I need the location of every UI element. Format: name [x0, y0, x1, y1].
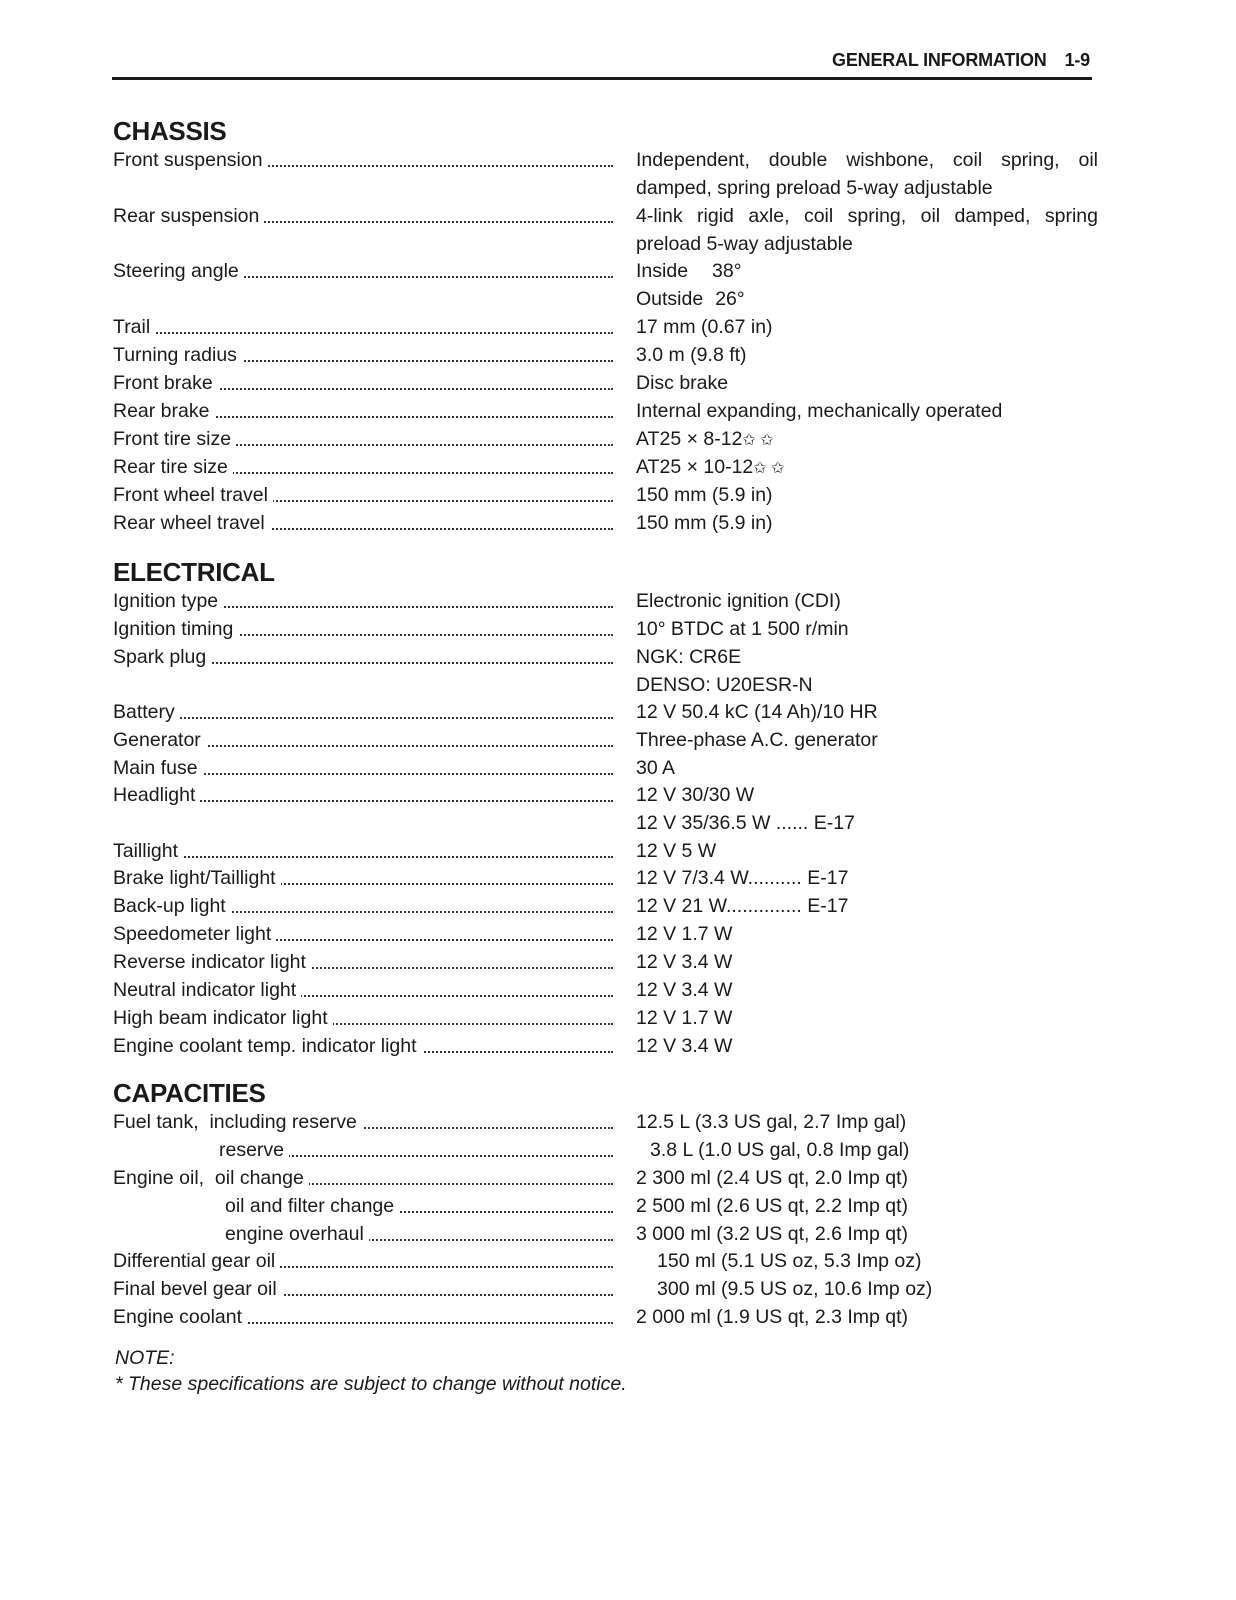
tire-size-value: AT25 × 8-12	[636, 428, 743, 450]
spec-value: 150 mm (5.9 in)	[636, 512, 773, 534]
spec-value: Electronic ignition (CDI)	[636, 590, 841, 612]
spec-label: Generator	[113, 729, 206, 751]
spec-label: Spark plug	[113, 646, 211, 668]
star-icon: ✩ ✩	[742, 432, 774, 449]
spec-value: 12 V 50.4 kC (14 Ah)/10 HR	[636, 701, 878, 723]
spec-value: Internal expanding, mechanically operated	[636, 400, 1003, 422]
spec-row-high-beam-indicator	[113, 1004, 1103, 1032]
spec-label: Engine coolant temp. indicator light	[113, 1035, 422, 1057]
spark-plug-ngk: NGK: CR6E	[636, 646, 742, 668]
spec-label: Headlight	[113, 784, 200, 806]
spec-value: 3 000 ml (3.2 US qt, 2.6 Imp qt)	[636, 1223, 909, 1245]
spec-row-main-fuse	[113, 754, 1103, 782]
spec-value: 12 V 3.4 W	[636, 1035, 733, 1057]
spark-plug-denso: DENSO: U20ESR-N	[636, 674, 813, 696]
spec-value: 12.5 L (3.3 US gal, 2.7 Imp gal)	[636, 1111, 907, 1133]
spec-label: Steering angle	[113, 260, 244, 282]
spec-label: Fuel tank, including reserve	[113, 1111, 362, 1133]
spec-value: 300 ml (9.5 US oz, 10.6 Imp oz)	[657, 1278, 933, 1300]
spec-row-reverse-indicator	[113, 948, 1103, 976]
spec-row-differential-gear-oil	[113, 1247, 1103, 1275]
note-text: * These specifications are subject to change without notice.	[115, 1373, 627, 1395]
spec-label: Rear suspension	[113, 205, 264, 227]
section-title-chassis: CHASSIS	[113, 116, 227, 146]
spec-row-coolant-temp-indicator	[113, 1032, 1103, 1060]
steering-outside-value: 26°	[715, 288, 745, 310]
spec-value: Independent, double wishbone, coil spring, oil damped, spring preload 5-way adjustable	[636, 149, 1098, 199]
header-text	[832, 50, 1090, 71]
spec-label: Trail	[113, 316, 155, 338]
spec-value	[636, 425, 1106, 455]
spec-row-brake-light	[113, 864, 1103, 892]
spec-label: Neutral indicator light	[113, 979, 301, 1001]
spec-value	[636, 453, 1106, 483]
spec-label: Ignition timing	[113, 618, 238, 640]
spec-row-turning-radius	[113, 341, 1103, 369]
header-title: GENERAL INFORMATION	[832, 50, 1047, 70]
spec-value: 12 V 7/3.4 W.......... E-17	[636, 867, 849, 889]
steering-outside-label: Outside	[636, 288, 704, 310]
spec-label: engine overhaul	[113, 1223, 369, 1245]
spec-value: 12 V 3.4 W	[636, 951, 733, 973]
note-title: NOTE:	[115, 1347, 175, 1369]
spec-row-final-bevel-gear-oil	[113, 1275, 1103, 1303]
spec-value	[636, 257, 1106, 313]
spec-label: Ignition type	[113, 590, 223, 612]
spec-label: Reverse indicator light	[113, 951, 311, 973]
spec-value: 150 ml (5.1 US oz, 5.3 Imp oz)	[657, 1250, 922, 1272]
spec-row-steering-angle	[113, 257, 1103, 310]
spec-label: Rear wheel travel	[113, 512, 270, 534]
page-number: 1-9	[1064, 50, 1090, 70]
spec-row-engine-coolant	[113, 1303, 1103, 1331]
tire-size-value: AT25 × 10-12	[636, 456, 754, 478]
spec-value: 17 mm (0.67 in)	[636, 316, 773, 338]
spec-label: Engine oil, oil change	[113, 1167, 309, 1189]
spec-label: Front wheel travel	[113, 484, 273, 506]
spec-value: 2 000 ml (1.9 US qt, 2.3 Imp qt)	[636, 1306, 909, 1328]
section-title-electrical: ELECTRICAL	[113, 557, 275, 587]
spec-row-front-tire-size	[113, 425, 1103, 453]
spec-row-back-up-light	[113, 892, 1103, 920]
spec-label: Taillight	[113, 840, 183, 862]
headlight-value-1: 12 V 30/30 W	[636, 784, 755, 806]
spec-value: 12 V 1.7 W	[636, 923, 733, 945]
spec-row-generator	[113, 726, 1103, 754]
spec-label: Final bevel gear oil	[113, 1278, 282, 1300]
spec-label: Brake light/Taillight	[113, 867, 281, 889]
spec-label: Speedometer light	[113, 923, 276, 945]
spec-row-fuel-tank	[113, 1108, 1103, 1136]
spec-value: 4-link rigid axle, coil spring, oil damped, spring preload 5-way adjustable	[636, 205, 1098, 255]
spec-value	[636, 643, 1106, 699]
spec-value: 30 A	[636, 757, 676, 779]
spec-row-engine-oil-change	[113, 1164, 1103, 1192]
page-header	[112, 50, 1090, 78]
headlight-value-2: 12 V 35/36.5 W ...... E-17	[636, 812, 855, 834]
section-title-capacities: CAPACITIES	[113, 1078, 266, 1108]
spec-row-front-brake	[113, 369, 1103, 397]
steering-inside-value: 38°	[712, 260, 742, 282]
spec-value: 10° BTDC at 1 500 r/min	[636, 618, 849, 640]
spec-label: reserve	[113, 1139, 289, 1161]
spec-label: Front tire size	[113, 428, 236, 450]
spec-label: Front suspension	[113, 149, 268, 171]
leader-dots	[113, 332, 613, 334]
spec-label: Rear brake	[113, 400, 214, 422]
spec-value: 12 V 3.4 W	[636, 979, 733, 1001]
spec-row-headlight	[113, 781, 1103, 834]
spec-value: 2 300 ml (2.4 US qt, 2.0 Imp qt)	[636, 1167, 909, 1189]
spec-value: 12 V 5 W	[636, 840, 717, 862]
spec-label: High beam indicator light	[113, 1007, 333, 1029]
spec-row-rear-tire-size	[113, 453, 1103, 481]
spec-row-rear-brake	[113, 397, 1103, 425]
spec-value: Disc brake	[636, 372, 729, 394]
leader-dots	[113, 717, 613, 719]
spec-label: Rear tire size	[113, 456, 233, 478]
spec-label: Front brake	[113, 372, 218, 394]
spec-row-ignition-timing	[113, 615, 1103, 643]
spec-row-battery	[113, 698, 1103, 726]
spec-label: Turning radius	[113, 344, 242, 366]
spec-row-rear-wheel-travel	[113, 509, 1103, 537]
spec-row-speedometer-light	[113, 920, 1103, 948]
spec-value: 3.0 m (9.8 ft)	[636, 344, 747, 366]
spec-row-rear-suspension	[113, 202, 1103, 255]
spec-row-neutral-indicator	[113, 976, 1103, 1004]
spec-label: Back-up light	[113, 895, 231, 917]
spec-value: Three-phase A.C. generator	[636, 729, 878, 751]
spec-value: 150 mm (5.9 in)	[636, 484, 773, 506]
spec-row-spark-plug	[113, 643, 1103, 696]
spec-value: 12 V 21 W.............. E-17	[636, 895, 849, 917]
header-rule	[112, 77, 1092, 80]
spec-row-taillight	[113, 837, 1103, 865]
spec-value	[636, 781, 1106, 837]
spec-row-oil-filter-change	[113, 1192, 1103, 1220]
spec-row-engine-overhaul	[113, 1220, 1103, 1248]
steering-inside-label: Inside	[636, 260, 689, 282]
spec-label: oil and filter change	[113, 1195, 399, 1217]
spec-row-front-suspension	[113, 146, 1103, 199]
spec-label: Engine coolant	[113, 1306, 247, 1328]
spec-value: 12 V 1.7 W	[636, 1007, 733, 1029]
spec-row-front-wheel-travel	[113, 481, 1103, 509]
star-icon: ✩ ✩	[753, 460, 785, 477]
leader-dots	[113, 856, 613, 858]
spec-label: Main fuse	[113, 757, 203, 779]
spec-value: 2 500 ml (2.6 US qt, 2.2 Imp qt)	[636, 1195, 909, 1217]
spec-value: 3.8 L (1.0 US gal, 0.8 Imp gal)	[650, 1139, 910, 1161]
spec-label: Battery	[113, 701, 180, 723]
spec-row-ignition-type	[113, 587, 1103, 615]
spec-row-trail	[113, 313, 1103, 341]
spec-row-fuel-reserve	[113, 1136, 1103, 1164]
spec-label: Differential gear oil	[113, 1250, 280, 1272]
